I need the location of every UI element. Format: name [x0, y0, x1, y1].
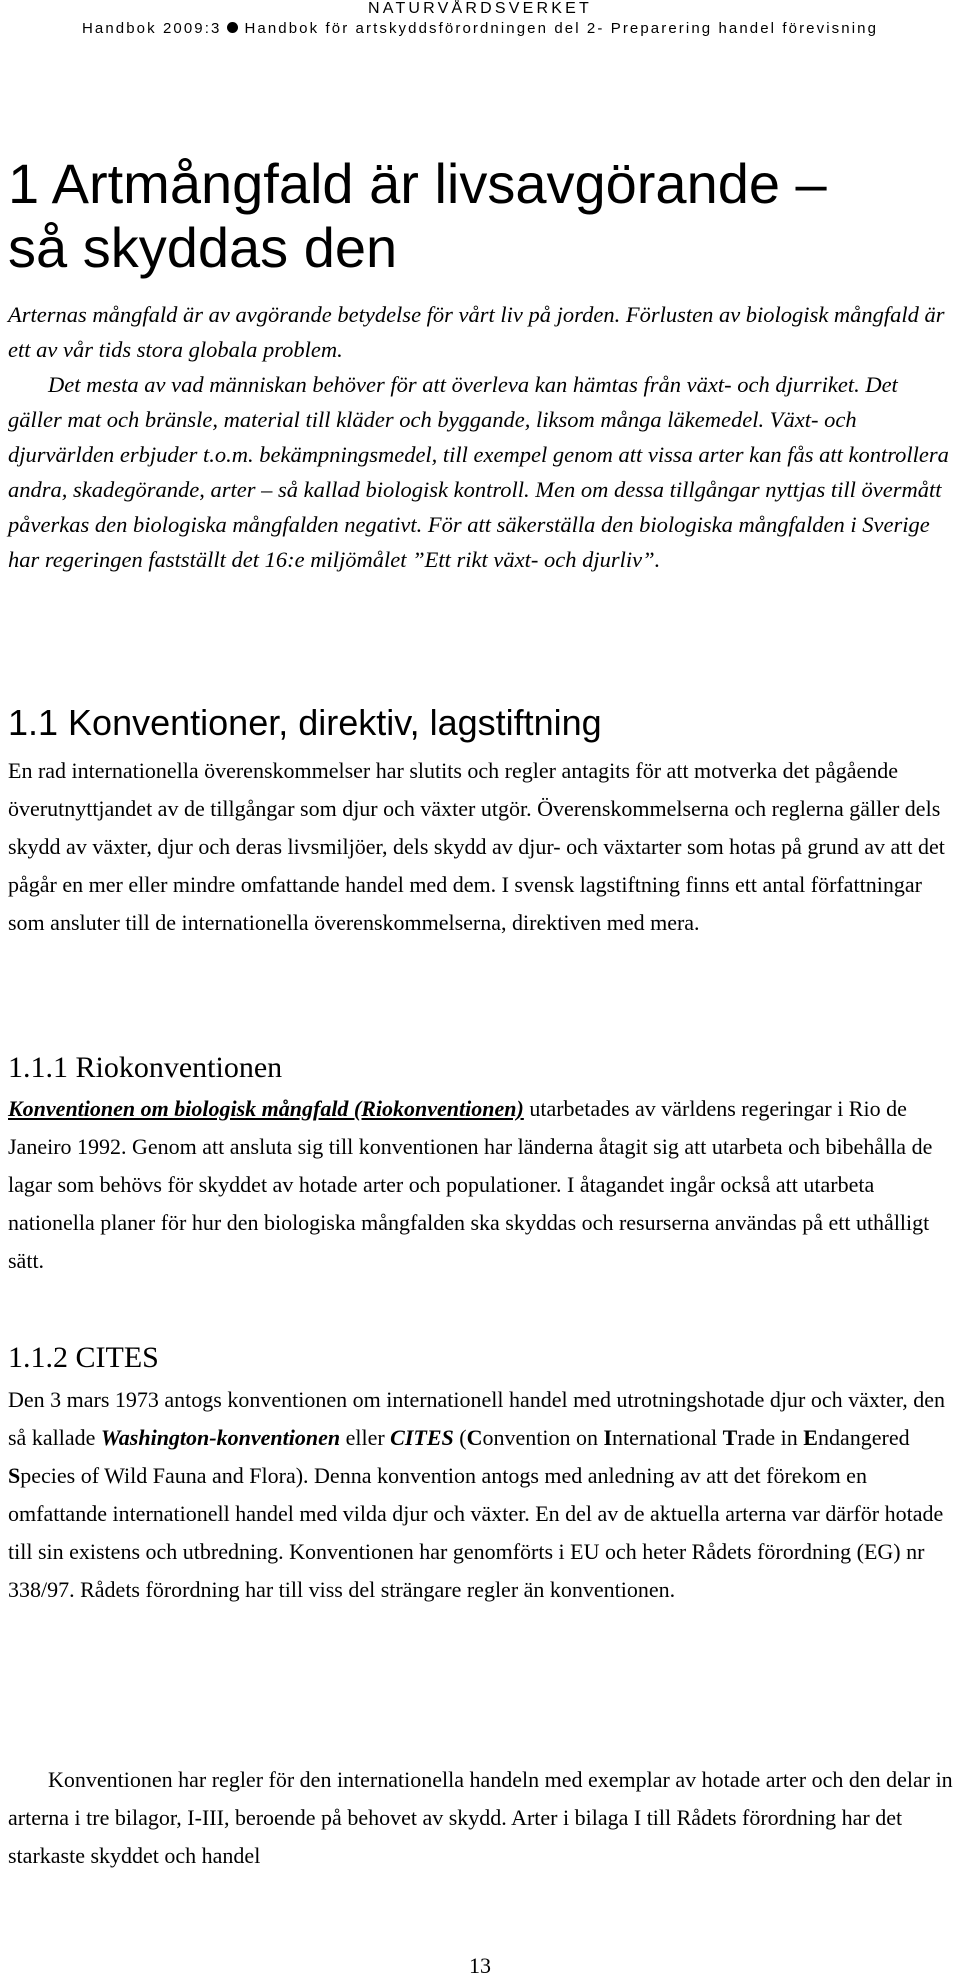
cites-text-8: pecies of Wild Fauna and Flora). Denna konvention antogs med anledning av att det förekom en omfattande internationell handel med vilda djur och växter. En del av de aktuella arterna var därför hotade till sin existens och utbredning. Konventionen har genomförts i EU och heter Rådets förordning (EG) nr 338/97. Rådets förordning har till viss del strängare regler än konventionen. [8, 1463, 944, 1602]
header-subtitle [0, 20, 960, 38]
bullet-icon [227, 22, 238, 33]
section-1-1-2-paragraph-1 [8, 1381, 956, 1609]
acronym-letter-s: S [8, 1463, 21, 1488]
chapter-intro [8, 297, 956, 577]
cites-term: CITES [390, 1425, 454, 1450]
chapter-title [8, 152, 948, 280]
cites-text-6: rade in [737, 1425, 804, 1450]
header-handbook: Handbok 2009:3 [81, 20, 222, 37]
acronym-letter-t: T [722, 1425, 738, 1450]
cites-text-4: onvention on [482, 1425, 604, 1450]
section-1-1-2-paragraph-2: Konventionen har regler för den internationella handeln med exemplar av hotade arter och den delar in arterna i tre bilagor, I-III, beroende på behovet av skydd. Arter i bilaga I till Rådets förordning har det starkaste skyddet och handel [8, 1767, 953, 1868]
riokonventionen-term: Konventionen om biologisk mångfald (Riokonventionen) [8, 1096, 524, 1121]
acronym-letter-e: E [803, 1425, 818, 1450]
acronym-letter-c: C [466, 1425, 483, 1450]
section-1-1-text: En rad internationella överenskommelser har slutits och regler antagits för att motverka det pågående överutnyttjandet av de tillgångar som djur och växter utgör. Överenskommelserna och reglerna gäller dels skydd av växter, djur och deras livsmiljöer, dels skydd av djur- och växtarter som hotas på grund av att det pågår en mer eller mindre omfattande handel med dem. I svensk lagstiftning finns ett antal författningar som ansluter till de internationella överenskommelserna, direktiven med mera. [8, 758, 945, 935]
header-handbook-title: Handbok för artskyddsförordningen del 2- Preparering handel förevisning [244, 20, 879, 37]
cites-text-1: Den 3 mars 1973 antogs konventionen om internationell handel med utrotningshotade djur och växter, den så kallade [8, 1387, 945, 1450]
intro-paragraph-2: Det mesta av vad människan behöver för att överleva kan hämtas från växt- och djurriket. Det gäller mat och bränsle, material till kläder och byggande, liksom många läkemedel. Växt- och djurvärlden erbjuder t.o.m. bekämpningsmedel, till exempel genom att vissa arter kan fås att kontrollera andra, skadegörande, arter – så kallad biologisk kontroll. Men om dessa tillgångar nyttjas till övermått påverkas den biologiska mångfalden negativt. För att säkerställa den biologiska mångfalden i Sverige har regeringen fastställt det 16:e miljömålet ”Ett rikt växt- och djurliv”. [8, 372, 949, 572]
section-1-1-1-text [8, 1090, 956, 1280]
cites-text-5: nternational [612, 1425, 723, 1450]
header-org: NATURVÅRDSVERKET [368, 0, 592, 17]
intro-paragraph-1: Arternas mångfald är av avgörande betydelse för vårt liv på jorden. Förlusten av biologisk mångfald är ett av vår tids stora globala problem. [8, 302, 945, 362]
section-heading-1-1-2: 1.1.2 CITES [8, 1341, 159, 1374]
section-heading-1-1-1: 1.1.1 Riokonventionen [8, 1051, 283, 1084]
page-number: 13 [469, 1953, 491, 1978]
washington-term: Washington-konventionen [100, 1425, 341, 1450]
cites-text-7: ndangered [817, 1425, 910, 1450]
chapter-title-line1: 1 Artmångfald är livsavgörande – [8, 152, 827, 215]
acronym-letter-i: I [603, 1425, 613, 1450]
chapter-title-line2: så skyddas den [8, 216, 398, 279]
cites-text-2: eller [340, 1425, 391, 1450]
cites-text-3: ( [453, 1425, 467, 1450]
section-heading-1-1: 1.1 Konventioner, direktiv, lagstiftning [8, 702, 602, 743]
section-1-1-1-body: utarbetades av världens regeringar i Rio de Janeiro 1992. Genom att ansluta sig till konventionen har länderna åtagit sig att utarbeta och bibehålla de lagar som behövs för skyddet av hotade arter och populationer. I åtagandet ingår också att utarbeta nationella planer för hur den biologiska mångfalden ska skyddas och resurserna användas på ett uthålligt sätt. [8, 1096, 933, 1273]
